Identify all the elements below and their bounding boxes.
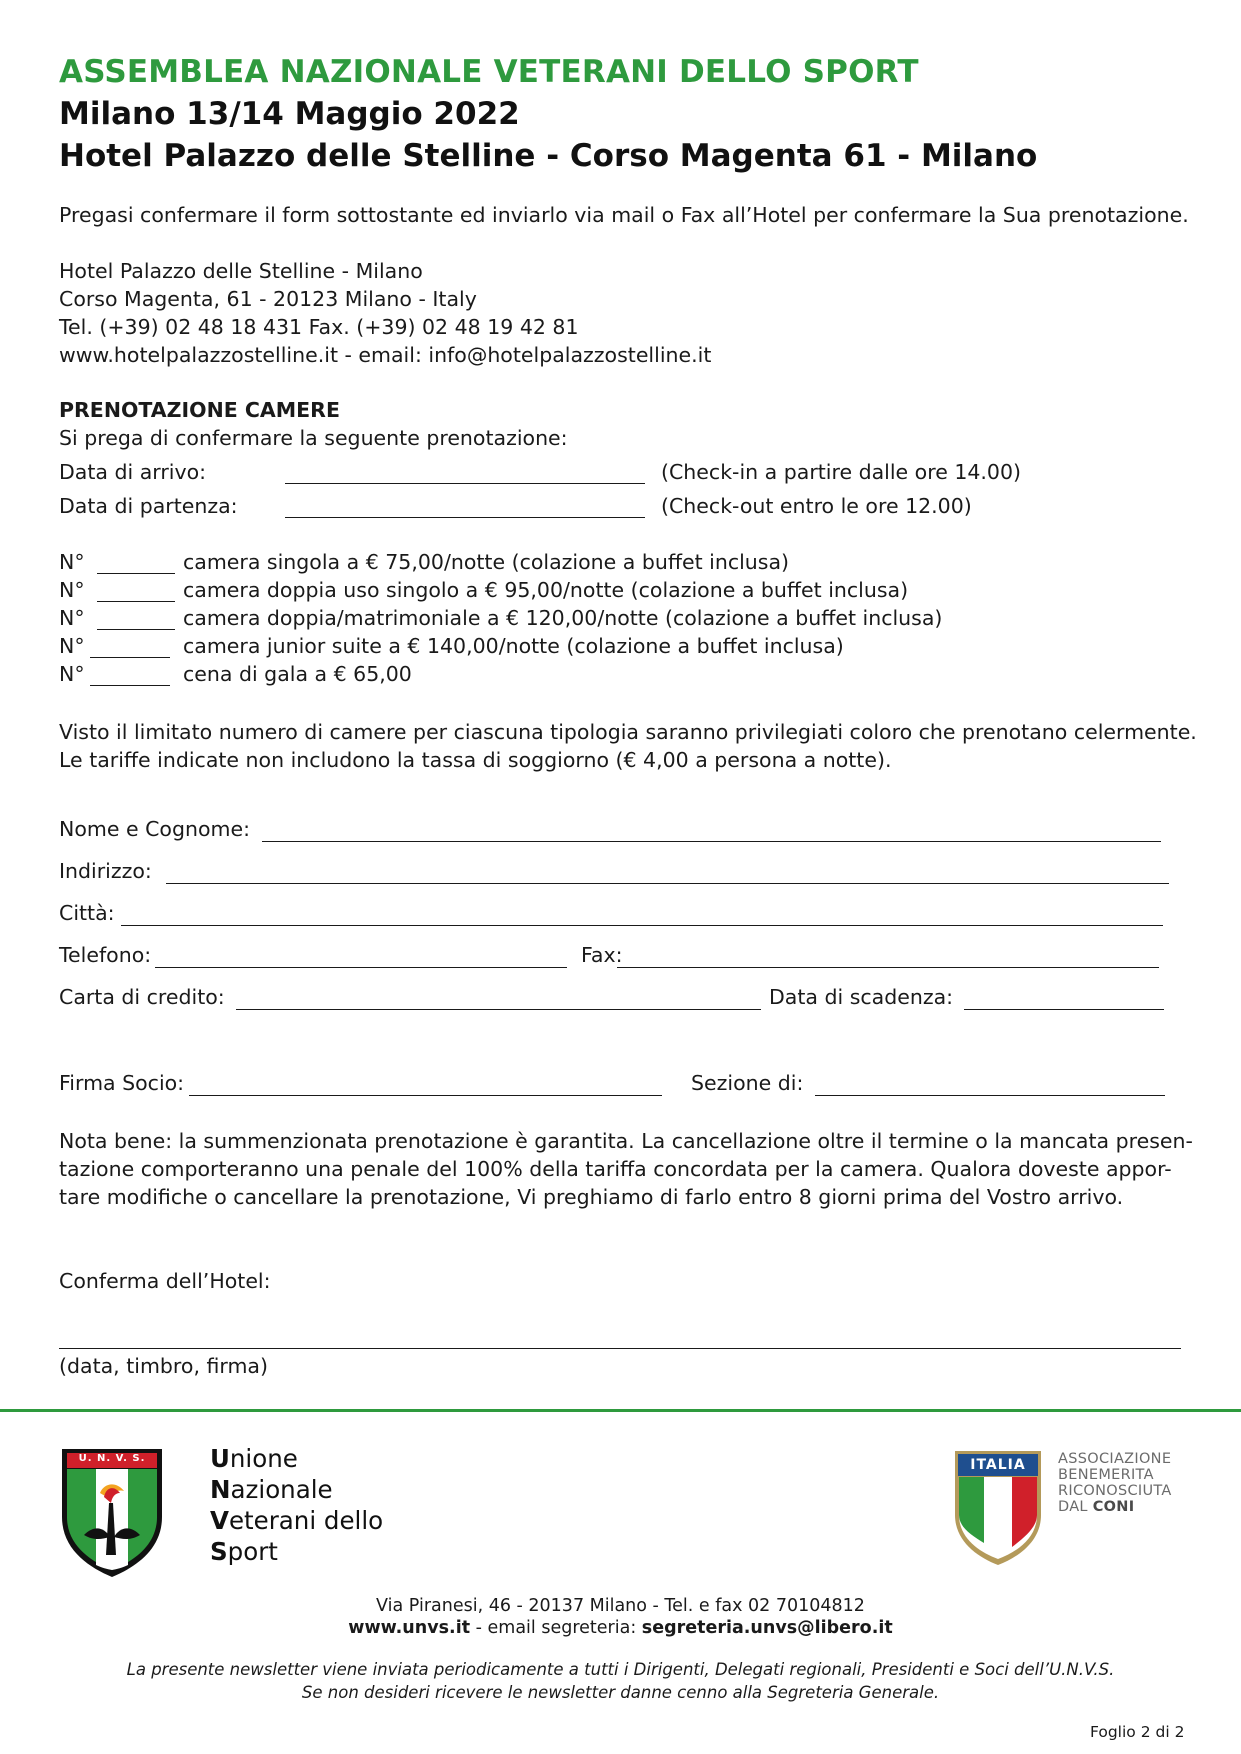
room-quantity-field[interactable] xyxy=(97,552,175,574)
room-quantity-field[interactable] xyxy=(97,580,175,602)
unvs-logo xyxy=(60,1447,164,1579)
section-field[interactable] xyxy=(815,1074,1165,1096)
website-link[interactable]: www.unvs.it xyxy=(348,1618,471,1638)
departure-field[interactable] xyxy=(285,496,645,518)
expiry-field[interactable] xyxy=(964,988,1164,1010)
section-label: Sezione di: xyxy=(691,1071,804,1095)
address-label: Indirizzo: xyxy=(59,859,152,883)
phone-label: Telefono: xyxy=(59,943,152,967)
footer-address: Via Piranesi, 46 - 20137 Milano - Tel. e fax 02 70104812 xyxy=(376,1596,865,1616)
room-prefix: N° xyxy=(59,606,85,630)
email-link[interactable]: segreteria.unvs@libero.it xyxy=(641,1618,893,1638)
phone-field[interactable] xyxy=(155,946,567,968)
room-option: camera doppia/matrimoniale a € 120,00/notte (colazione a buffet inclusa) xyxy=(183,606,943,630)
nota-bene-line: tazione comporteranno una penale del 100% della tariffa concordata per la camera. Qualora doveste appor- xyxy=(59,1157,1172,1181)
name-label: Nome e Cognome: xyxy=(59,817,250,841)
room-option: cena di gala a € 65,00 xyxy=(183,662,412,686)
card-label: Carta di credito: xyxy=(59,985,225,1009)
room-option: camera junior suite a € 140,00/notte (colazione a buffet inclusa) xyxy=(183,634,844,658)
signature-label: Firma Socio: xyxy=(59,1071,185,1095)
footer-contacts xyxy=(0,1618,1241,1638)
coni-text xyxy=(1058,1451,1172,1515)
fax-field[interactable] xyxy=(617,946,1159,968)
page-number: Foglio 2 di 2 xyxy=(1090,1723,1185,1741)
hotel-phone: Tel. (+39) 02 48 18 431 Fax. (+39) 02 48 19 42 81 xyxy=(59,315,579,339)
hotel-confirm-label: Conferma dell’Hotel: xyxy=(59,1269,271,1293)
newsletter-note: La presente newsletter viene inviata periodicamente a tutti i Dirigenti, Delegati regionali, Presidenti e Soci dell’U.N.V.S. xyxy=(126,1660,1115,1679)
document-title: ASSEMBLEA NAZIONALE VETERANI DELLO SPORT xyxy=(59,54,919,90)
city-field[interactable] xyxy=(121,904,1163,926)
fax-label: Fax: xyxy=(581,943,623,967)
booking-subheading: Si prega di confermare la seguente prenotazione: xyxy=(59,426,568,450)
room-prefix: N° xyxy=(59,662,85,686)
signature-field[interactable] xyxy=(189,1074,662,1096)
hotel-name: Hotel Palazzo delle Stelline - Milano xyxy=(59,259,423,283)
coni-line: DAL CONI xyxy=(1058,1499,1135,1515)
address-field[interactable] xyxy=(166,862,1169,884)
arrival-note: (Check-in a partire dalle ore 14.00) xyxy=(661,460,1022,484)
unvs-word: Unione xyxy=(210,1444,298,1473)
unvs-word: Sport xyxy=(210,1537,278,1566)
availability-note: Visto il limitato numero di camere per ciascuna tipologia saranno privilegiati coloro che prenotano celermente. xyxy=(59,720,1197,744)
unvs-wordmark xyxy=(210,1443,383,1567)
room-prefix: N° xyxy=(59,550,85,574)
italia-badge-text: ITALIA xyxy=(970,1457,1026,1473)
unvs-badge-text: U. N. V. S. xyxy=(78,1453,146,1464)
event-dates: Milano 13/14 Maggio 2022 xyxy=(59,96,520,132)
intro-text: Pregasi confermare il form sottostante ed inviarlo via mail o Fax all’Hotel per confermare la Sua prenotazione. xyxy=(59,203,1189,227)
nota-bene-line: tare modifiche o cancellare la prenotazione, Vi preghiamo di farlo entro 8 giorni prima del Vostro arrivo. xyxy=(59,1185,1124,1209)
departure-note: (Check-out entro le ore 12.00) xyxy=(661,494,972,518)
footer-divider xyxy=(0,1409,1241,1412)
unvs-word: Nazionale xyxy=(210,1475,333,1504)
unvs-word: Veterani dello xyxy=(210,1506,384,1535)
name-field[interactable] xyxy=(262,820,1161,842)
coni-line: BENEMERITA xyxy=(1058,1467,1154,1483)
nota-bene-line: Nota bene: la summenzionata prenotazione è garantita. La cancellazione oltre il termine o la mancata presen- xyxy=(59,1129,1193,1153)
hotel-confirm-caption: (data, timbro, firma) xyxy=(59,1354,268,1378)
hotel-web: www.hotelpalazzostelline.it - email: info@hotelpalazzostelline.it xyxy=(59,343,712,367)
coni-line: ASSOCIAZIONE xyxy=(1058,1451,1172,1467)
expiry-label: Data di scadenza: xyxy=(769,985,954,1009)
room-quantity-field[interactable] xyxy=(90,636,170,658)
hotel-address: Corso Magenta, 61 - 20123 Milano - Italy xyxy=(59,287,477,311)
newsletter-note: Se non desideri ricevere le newsletter danne cenno alla Segreteria Generale. xyxy=(301,1683,940,1702)
email-label: - email segreteria: xyxy=(470,1618,642,1638)
gala-quantity-field[interactable] xyxy=(90,664,170,686)
unvs-shield-icon xyxy=(60,1447,164,1579)
departure-label: Data di partenza: xyxy=(59,494,238,518)
room-prefix: N° xyxy=(59,578,85,602)
card-field[interactable] xyxy=(236,988,761,1010)
room-option: camera singola a € 75,00/notte (colazione a buffet inclusa) xyxy=(183,550,790,574)
arrival-field[interactable] xyxy=(285,462,645,484)
room-prefix: N° xyxy=(59,634,85,658)
event-venue: Hotel Palazzo delle Stelline - Corso Magenta 61 - Milano xyxy=(59,138,1038,174)
room-quantity-field[interactable] xyxy=(97,608,175,630)
tax-note: Le tariffe indicate non includono la tassa di soggiorno (€ 4,00 a persona a notte). xyxy=(59,748,892,772)
arrival-label: Data di arrivo: xyxy=(59,460,207,484)
room-option: camera doppia uso singolo a € 95,00/notte (colazione a buffet inclusa) xyxy=(183,578,909,602)
city-label: Città: xyxy=(59,901,115,925)
coni-logo xyxy=(953,1449,1043,1567)
coni-line: RICONOSCIUTA xyxy=(1058,1483,1172,1499)
booking-heading: PRENOTAZIONE CAMERE xyxy=(59,398,340,422)
hotel-confirm-field[interactable] xyxy=(59,1327,1181,1349)
